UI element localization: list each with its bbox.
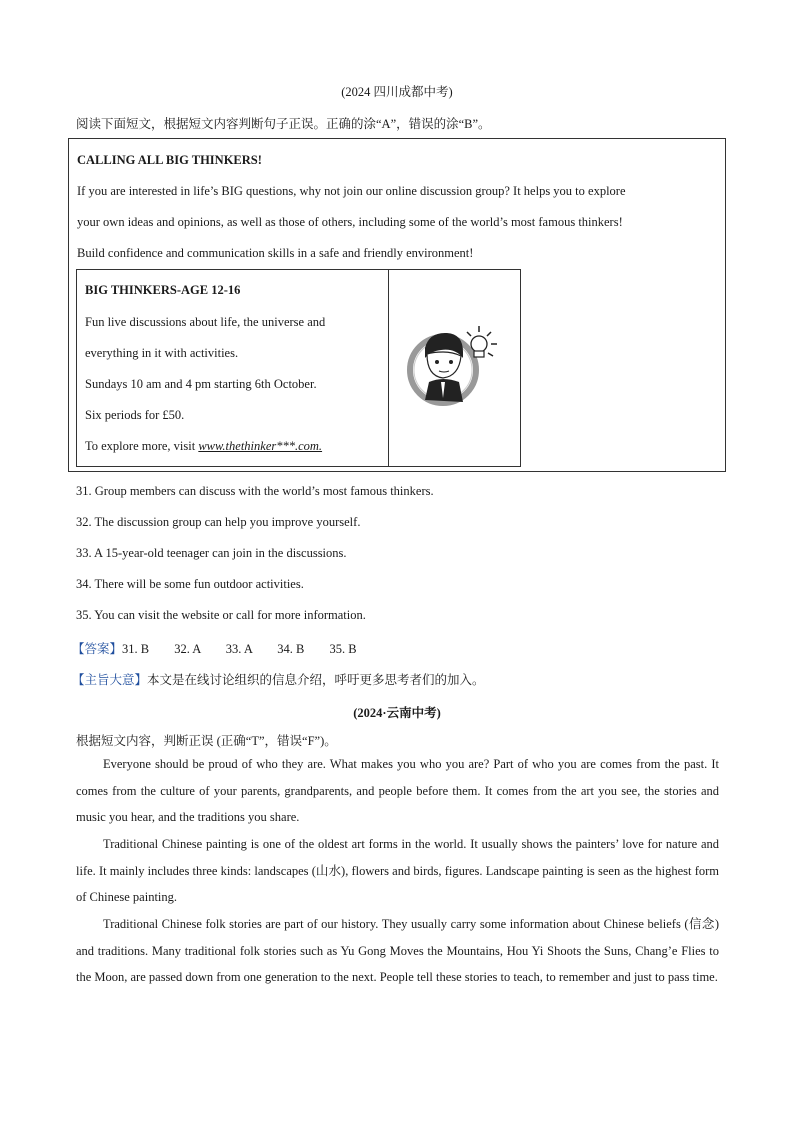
answer-33: 33. A xyxy=(225,642,253,656)
inner-line-5 xyxy=(85,439,322,454)
inner-title: BIG THINKERS-AGE 12-16 xyxy=(85,283,241,297)
answer-32: 32. A xyxy=(174,642,201,656)
question-34: 34. There will be some fun outdoor activities. xyxy=(76,577,304,591)
answer-row xyxy=(72,639,357,657)
source-label-2: (2024·云南中考) xyxy=(353,706,441,720)
answer-31: 31. B xyxy=(122,642,150,656)
inner-line-1: Fun live discussions about life, the universe and xyxy=(85,315,326,329)
instruction-2: 根据短文内容，判断正误 (正确“T”，错误“F”)。 xyxy=(76,734,337,748)
inner-line-2: everything in it with activities. xyxy=(85,346,239,360)
answer-35: 35. B xyxy=(329,642,357,656)
question-31: 31. Group members can discuss with the world’s most famous thinkers. xyxy=(76,484,434,498)
ad-line-1: If you are interested in life’s BIG questions, why not join our online discussion group? It helps you to explore xyxy=(77,184,626,198)
passage-paragraph-2: Traditional Chinese painting is one of the oldest art forms in the world. It usually shows the painters’ love for nature and life. It mainly includes three kinds: landscapes (山水), flowers and birds, figures. Landscape painting is seen as the highest form of Chinese painting. xyxy=(76,837,719,904)
question-32: 32. The discussion group can help you improve yourself. xyxy=(76,515,361,529)
ad-box xyxy=(68,138,726,472)
summary-text: 本文是在线讨论组织的信息介绍，呼吁更多思考者们的加入。 xyxy=(147,673,485,687)
inner-line-4: Six periods for £50. xyxy=(85,408,185,422)
source-label-1: (2024 四川成都中考) xyxy=(341,85,453,99)
passage-paragraph-3: Traditional Chinese folk stories are part of our history. They usually carry some information about Chinese beliefs (信念) and traditions. Many traditional folk stories such as Yu Gong Moves the Mountains, Hou Yi Shoots the Suns, Chang’e Flies to the Moon, are passed down from one generation to the next. People tell these stories to teach, to remember and just to pass time. xyxy=(76,917,719,984)
thinker-illustration xyxy=(397,318,517,418)
summary-label: 【主旨大意】 xyxy=(72,673,148,687)
inner-line-3: Sundays 10 am and 4 pm starting 6th October. xyxy=(85,377,317,391)
question-35: 35. You can visit the website or call for more information. xyxy=(76,608,366,622)
summary-row xyxy=(72,670,485,688)
answer-34: 34. B xyxy=(277,642,305,656)
question-33: 33. A 15-year-old teenager can join in the discussions. xyxy=(76,546,347,560)
ad-heading: CALLING ALL BIG THINKERS! xyxy=(77,153,262,167)
inner-line-5-prefix: To explore more, visit xyxy=(85,439,199,453)
table-divider xyxy=(388,270,389,466)
instruction-1: 阅读下面短文，根据短文内容判断句子正误。正确的涂“A”，错误的涂“B”。 xyxy=(76,117,491,131)
answer-label: 【答案】 xyxy=(72,642,123,656)
ad-line-2: your own ideas and opinions, as well as those of others, including some of the world’s most famous thinkers! xyxy=(77,215,623,229)
ad-line-3: Build confidence and communication skills in a safe and friendly environment! xyxy=(77,246,474,260)
passage-paragraph-1: Everyone should be proud of who they are. What makes you who you are? Part of who you are comes from the past. It comes from the culture of your parents, grandparents, and people before them. It comes from the art you see, the stories and music you hear, and the traditions you share. xyxy=(76,757,719,824)
ad-inner-table xyxy=(76,269,521,467)
website-link[interactable]: www.thethinker***.com. xyxy=(198,439,323,453)
